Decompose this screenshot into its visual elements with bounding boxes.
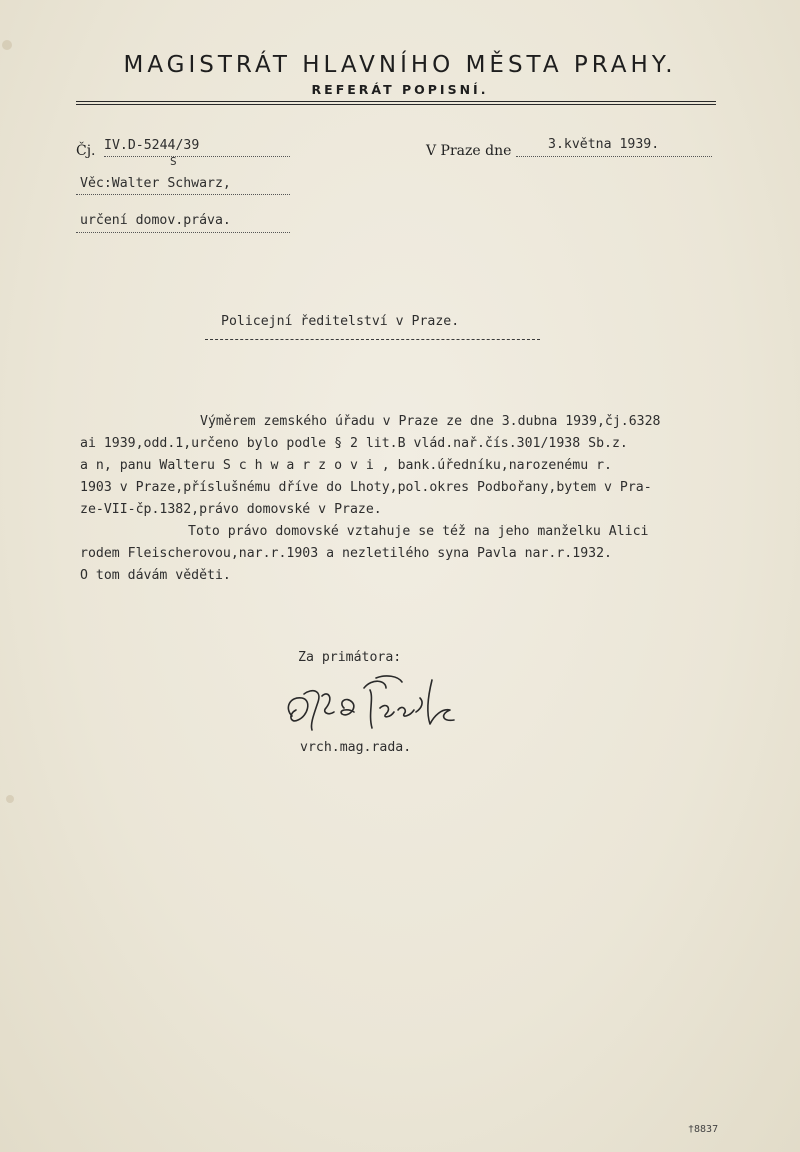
ref-dotted-line [104,156,290,157]
body-line-3: a n, panu Walteru S c h w a r z o v i , bank.úředníku,narozenému r. [80,458,612,473]
subject-line-1: Věc:Walter Schwarz, [80,176,231,191]
closing-for: Za primátora: [298,650,402,665]
paper-stain [2,40,12,50]
footer-number: †8837 [688,1124,719,1135]
addressee-dashed-rule [205,339,540,340]
addressee: Policejní ředitelství v Praze. [221,314,460,329]
date-value: 3.května 1939. [548,137,660,152]
body-line-8: O tom dávám věděti. [80,568,231,583]
header-rule-bottom [76,104,716,105]
body-line-4: 1903 v Praze,příslušnému dříve do Lhoty,pol.okres Podbořany,bytem v Pra- [80,480,652,495]
body-line-7: rodem Fleischerovou,nar.r.1903 a nezletilého syna Pavla nar.r.1932. [80,546,612,561]
subject-line-2: určení domov.práva. [80,213,231,228]
letterhead-subtitle: REFERÁT POPISNÍ. [311,82,489,97]
ref-value: IV.D-5244/39 [104,138,200,153]
subject-dotted-line-2 [76,232,290,233]
handwritten-signature [282,668,472,740]
ref-mark: S [170,155,177,168]
letterhead-title: MAGISTRÁT HLAVNÍHO MĚSTA PRAHY. [123,52,677,78]
date-label: V Praze dne [426,143,512,159]
body-line-5: ze-VII-čp.1382,právo domovské v Praze. [80,502,382,517]
body-line-2: ai 1939,odd.1,určeno bylo podle § 2 lit.B vlád.nař.čís.301/1938 Sb.z. [80,436,628,451]
body-line-6: Toto právo domovské vztahuje se též na jeho manželku Alici [188,524,649,539]
date-dotted-line [516,156,712,157]
header-rule-top [76,101,716,102]
closing-title: vrch.mag.rada. [300,740,412,755]
body-line-1: Výměrem zemského úřadu v Praze ze dne 3.dubna 1939,čj.6328 [200,414,661,429]
ref-label: Čj. [76,143,96,159]
paper-stain [6,795,14,803]
subject-dotted-line-1 [76,194,290,195]
